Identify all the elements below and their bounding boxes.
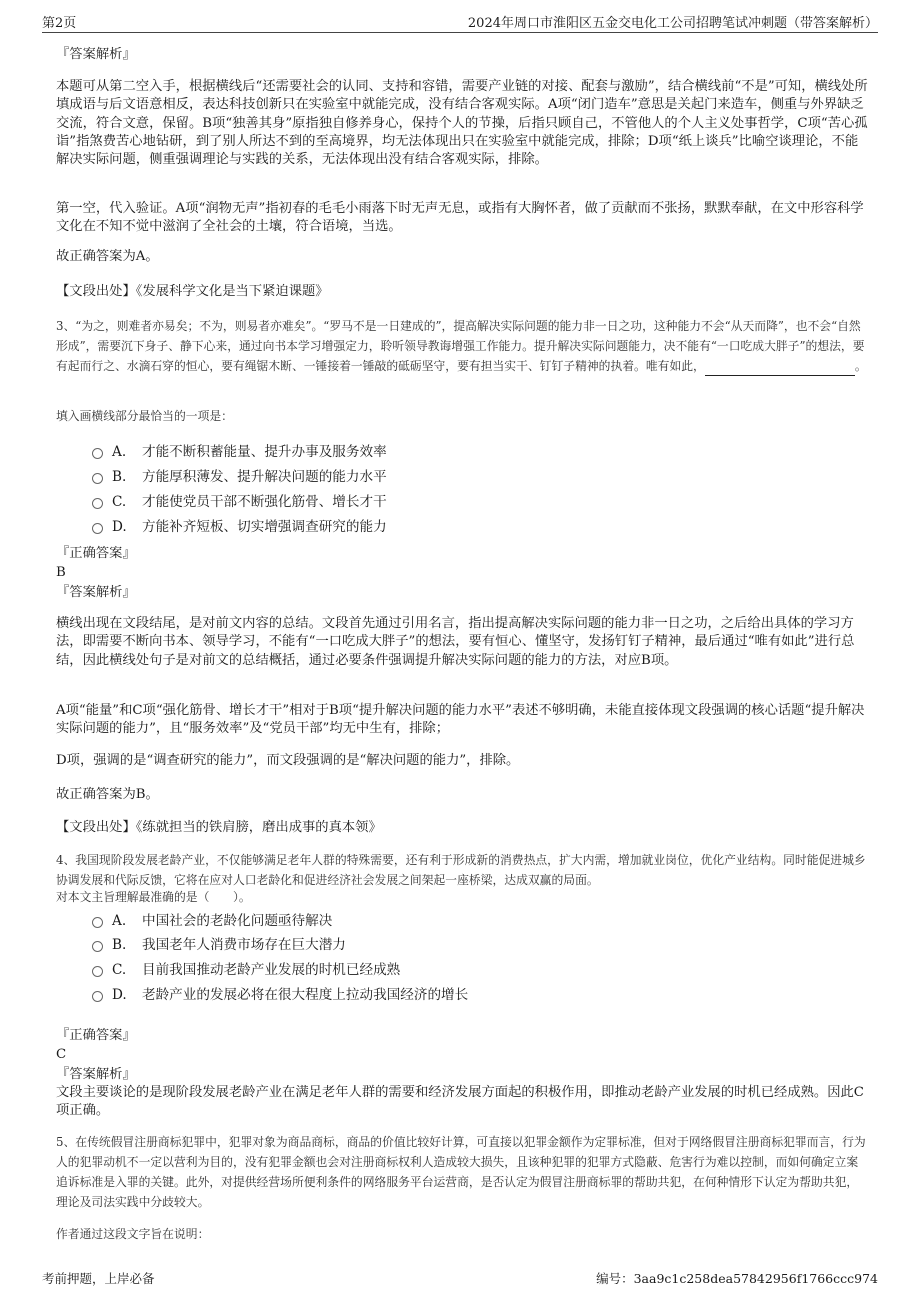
q3-option-d[interactable] [92, 516, 387, 538]
q4-option-b[interactable] [92, 934, 346, 956]
q2-analysis-para1: 本题可从第二空入手，根据横线后“还需要社会的认同、支持和容错，需要产业链的对接、配套与激励”，结合横线前“不是”可知，横线处所填成语与后文语意相反，表达科技创新只在实验室中就能完成，没有结合客观实际。A项“闭门造车”意思是关起门来造车，侧重与外界缺乏交流，符合文意，保留。B项“独善其身”原指独自修养身心，保持个人的节操，后指只顾自己，不管他人的个人主义处事哲学，C项“苦心孤诣”指煞费苦心地钻研，到了别人所达不到的至高境界，均无法体现出只在实验室中就能完成，排除；D项“纸上谈兵”比喻空谈理论，不能解决实际问题，侧重强调理论与实践的关系，无法体现出没有结合客观实际，排除。 [56, 79, 868, 168]
q3-answer-label: 『正确答案』 [56, 546, 136, 561]
q2-analysis-para2: 第一空，代入验证。A项“润物无声”指初春的毛毛小雨落下时无声无息，或指有大胸怀者，做了贡献而不张扬，默默奉献，在文中形容科学文化在不知不觉中滋润了全社会的土壤，符合语境，当选。 [56, 201, 864, 235]
q3-fill-blank [705, 363, 855, 376]
option-letter: C. [112, 494, 127, 510]
q3-stem-text: 3、“为之，则难者亦易矣；不为，则易者亦难矣”。“罗马不是一日建成的”，提高解决实际问题的能力非一日之功，这种能力不会“从天而降”，也不会“自然形成”，需要沉下身子、静下心来，通过向书本学习增强定力，聆听领导教诲增强工作能力。提升解决实际问题能力，决不能有“一口吃成大胖子”的想法，要有起而行之、水滴石穿的恒心，要有绳锯木断、一锤接着一锤敲的砥砺坚守，要有担当实干、钉钉子精神的执着。唯有如此， [56, 319, 865, 373]
option-letter: B. [112, 469, 127, 485]
q4-option-c[interactable] [92, 959, 400, 981]
q4-answer: C [56, 1047, 67, 1062]
page-number: 第2页 [42, 16, 77, 31]
footer-slogan: 考前押题，上岸必备 [42, 1271, 155, 1286]
q4-analysis: 文段主要谈论的是现阶段发展老龄产业在满足老年人群的需要和经济发展方面起的积极作用，即推动老龄产业发展的时机已经成熟。因此C项正确。 [56, 1085, 864, 1119]
q5-instruction: 作者通过这段文字旨在说明： [56, 1227, 210, 1241]
option-text: 中国社会的老龄化问题亟待解决 [142, 913, 333, 929]
radio-icon[interactable] [92, 448, 103, 459]
option-letter: C. [112, 962, 127, 978]
option-text: 才能不断积蓄能量、提升办事及服务效率 [142, 444, 387, 460]
radio-icon[interactable] [92, 991, 103, 1002]
option-letter: A. [112, 444, 127, 460]
radio-icon[interactable] [92, 498, 103, 509]
option-letter: D. [112, 519, 127, 535]
q4-option-a[interactable] [92, 910, 332, 932]
option-text: 方能厚积薄发、提升解决问题的能力水平 [142, 469, 387, 485]
q3-stem-end: 。 [854, 359, 867, 373]
radio-icon[interactable] [92, 966, 103, 977]
option-text: 才能使党员干部不断强化筋骨、增长才干 [142, 494, 387, 510]
q3-conclusion: 故正确答案为B。 [56, 787, 159, 802]
radio-icon[interactable] [92, 473, 103, 484]
option-text: 老龄产业的发展必将在很大程度上拉动我国经济的增长 [142, 987, 469, 1003]
q3-stem [56, 316, 868, 376]
q3-analysis-para3: D项，强调的是“调查研究的能力”，而文段强调的是“解决问题的能力”，排除。 [56, 753, 520, 768]
document-title: 2024年周口市淮阳区五金交电化工公司招聘笔试冲刺题（带答案解析） [467, 16, 878, 31]
q3-source [56, 819, 868, 837]
q3-analysis-para1: 横线出现在文段结尾，是对前文内容的总结。文段首先通过引用名言，指出提高解决实际问题的能力非一日之功，之后给出具体的学习方法，即需要不断向书本、领导学习，不能有“一口吃成大胖子”的想法，要有恒心、懂坚守，发扬钉钉子精神，最后通过“唯有如此”进行总结，因此横线处句子是对前文的总结概括，通过必要条件强调提升解决实际问题的能力的方法，对应B项。 [56, 616, 855, 668]
q3-instruction: 填入画横线部分最恰当的一项是： [56, 409, 233, 423]
q3-source-title: 《练就担当的铁肩膀，磨出成事的真本领》 [135, 820, 382, 835]
option-letter: B. [112, 937, 127, 953]
radio-icon[interactable] [92, 917, 103, 928]
footer-doc-id: 编号：3aa9c1c258dea57842956f1766ccc974 [596, 1271, 878, 1286]
q3-option-a[interactable] [92, 441, 387, 463]
radio-icon[interactable] [92, 523, 103, 534]
q2-source-label: 【文段出处】 [56, 284, 136, 299]
q3-analysis-para2: A项“能量”和C项“强化筋骨、增长才干”相对于B项“提升解决问题的能力水平”表述不够明确，未能直接体现文段强调的核心话题“提升解决实际问题的能力”，且“服务效率”及“党员干部”均无中生有，排除； [56, 703, 865, 737]
q5-stem: 5、在传统假冒注册商标犯罪中，犯罪对象为商品商标，商品的价值比较好计算，可直接以犯罪金额作为定罪标准，但对于网络假冒注册商标犯罪而言，行为人的犯罪动机不一定以营利为目的，没有犯罪金额也会对注册商标权利人造成较大损失，且该种犯罪的犯罪方式隐蔽、危害行为难以控制，而如何确定立案追诉标准是入罪的关键。此外，对提供经营场所便利条件的网络服务平台运营商，是否认定为假冒注册商标罪的帮助共犯，在何种情形下认定为帮助共犯，理论及司法实践中分歧较大。 [56, 1135, 866, 1209]
q3-source-label: 【文段出处】 [56, 820, 136, 835]
option-text: 方能补齐短板、切实增强调查研究的能力 [142, 519, 387, 535]
q3-analysis-label: 『答案解析』 [56, 585, 136, 600]
q2-source-title: 《发展科学文化是当下紧迫课题》 [135, 284, 329, 299]
option-letter: A. [112, 913, 127, 929]
q4-analysis-label: 『答案解析』 [56, 1067, 136, 1082]
q2-source [56, 283, 868, 301]
q4-option-d[interactable] [92, 984, 468, 1006]
q3-option-b[interactable] [92, 466, 387, 488]
page-header [42, 10, 878, 33]
q3-answer: B [56, 565, 66, 580]
q4-answer-label: 『正确答案』 [56, 1028, 136, 1043]
radio-icon[interactable] [92, 941, 103, 952]
q2-analysis-label: 『答案解析』 [56, 47, 136, 62]
q3-option-c[interactable] [92, 491, 387, 513]
option-text: 我国老年人消费市场存在巨大潜力 [142, 937, 346, 953]
q4-stem: 4、我国现阶段发展老龄产业，不仅能够满足老年人群的特殊需要，还有利于形成新的消费热点，扩大内需，增加就业岗位，优化产业结构。同时能促进城乡协调发展和代际反馈，它将在应对人口老龄化和促进经济社会发展之间架起一座桥梁，达成双赢的局面。 [56, 853, 866, 887]
q4-instruction: 对本文主旨理解最准确的是（ ）。 [56, 890, 251, 904]
q2-conclusion: 故正确答案为A。 [56, 249, 159, 264]
option-letter: D. [112, 987, 127, 1003]
option-text: 目前我国推动老龄产业发展的时机已经成熟 [142, 962, 401, 978]
